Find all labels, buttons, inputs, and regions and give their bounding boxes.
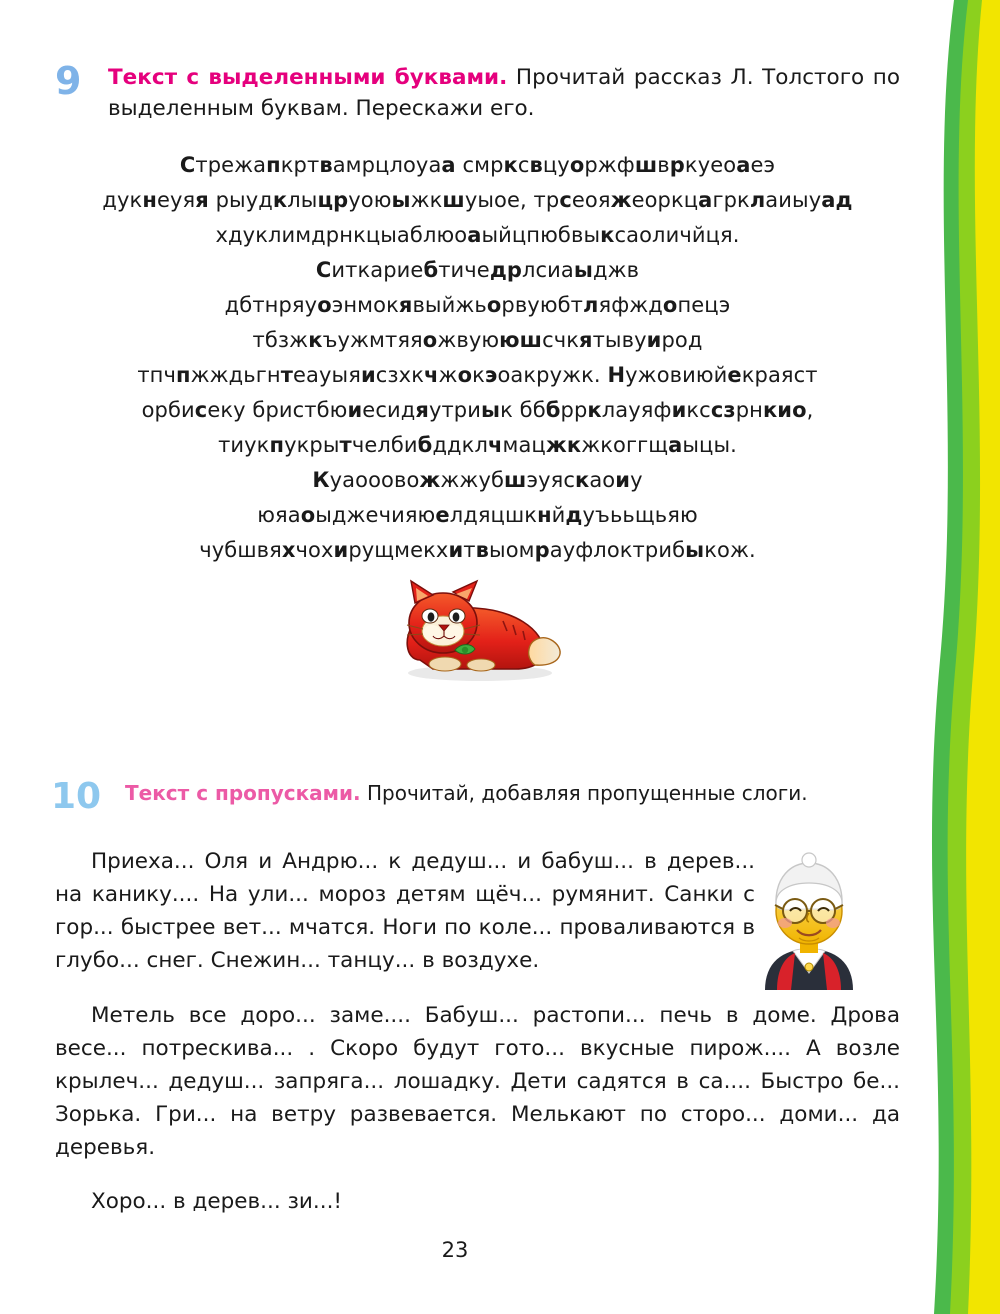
scramble-line: орбисеку бристбюиесидяутриык бббррклауяфикссзрнкио, — [141, 398, 814, 422]
scramble-line: Ситкариебтичедрлсиаыджв — [315, 258, 640, 282]
scramble-line: Куаооовожжжубшэуяскаоиу — [312, 468, 643, 492]
scramble-line: хдуклимдрнкцыаблюоаыйцпюбвыксаоличйця. — [215, 223, 740, 247]
page-number: 23 — [441, 1238, 469, 1262]
grandmother-illustration — [747, 845, 872, 990]
red-cat-illustration — [385, 565, 575, 685]
exercise-9 — [55, 59, 900, 568]
decorative-edge-ribbons — [910, 0, 1000, 1314]
exercise-instruction: Прочитай, добавляя пропущенные слоги. — [360, 781, 808, 805]
exercise-heading — [108, 62, 900, 124]
scramble-line: юяаоыджечияюелдяцшкнйдуъььщьяю — [257, 503, 698, 527]
exercise-title: Текст с выделенными буквами. — [108, 65, 508, 90]
exercise-number: 10 — [51, 776, 102, 817]
paragraph: Приеха... Оля и Андрю... к дедуш... и бабуш... в дерев... на канику.... На ули... мороз детям щёч... румянит. Санки с гор... быстрее вет... мчатся. Ноги по коле... проваливаются в глубо... снег. Снежин... танцу... в воздухе. — [55, 849, 755, 973]
scramble-line: тбзжкъужмтяяожвуююшсчкятывуирод — [252, 328, 703, 352]
paragraph: Метель все доро... заме.... Бабуш... растопи... печь в доме. Дрова весе... потрескива... . Скоро будут гото... вкусные пирож.... А возле крылеч... дедуш... запряга... лошадку. Дети садятся в са.... Быстро бе... Зорька. Гри... на ветру развевается. Мелькают по сторо... доми... да деревья. — [55, 1002, 900, 1160]
scramble-line: тиукпукрытчелбибддклчмацжкжкоггщаыцы. — [218, 433, 737, 457]
scramble-line: тпчпжждьгнтеауыяисзхкчжокэоакружк. Нужовиюйекраяст — [137, 363, 818, 387]
scramble-line: дбтнряуоэнмокявыйжьорвуюбтляфждопецэ — [224, 293, 731, 317]
paragraph: Хоро... в дерев... зи...! — [91, 1189, 343, 1214]
scramble-line: чубшвяхчохирущмекхитвыомрауфлоктрибыкож. — [199, 538, 756, 562]
exercise-heading — [125, 778, 900, 809]
scrambled-text-block — [55, 148, 900, 568]
scramble-line: дукнеуяя рыудклыцруоюыжкшуыое, трсеояжеоркцагрклаиыуад — [102, 188, 853, 212]
scramble-line: Стрежапкртвамрцлоуаа смрксвцуоржфшвркуеоаеэ — [179, 153, 776, 177]
exercise-title: Текст с пропусками. — [125, 781, 361, 805]
exercise-instruction: Прочитай рассказ Л. Толстого по выделенным буквам. Перескажи его. — [108, 65, 900, 121]
exercise-number: 9 — [55, 59, 82, 103]
